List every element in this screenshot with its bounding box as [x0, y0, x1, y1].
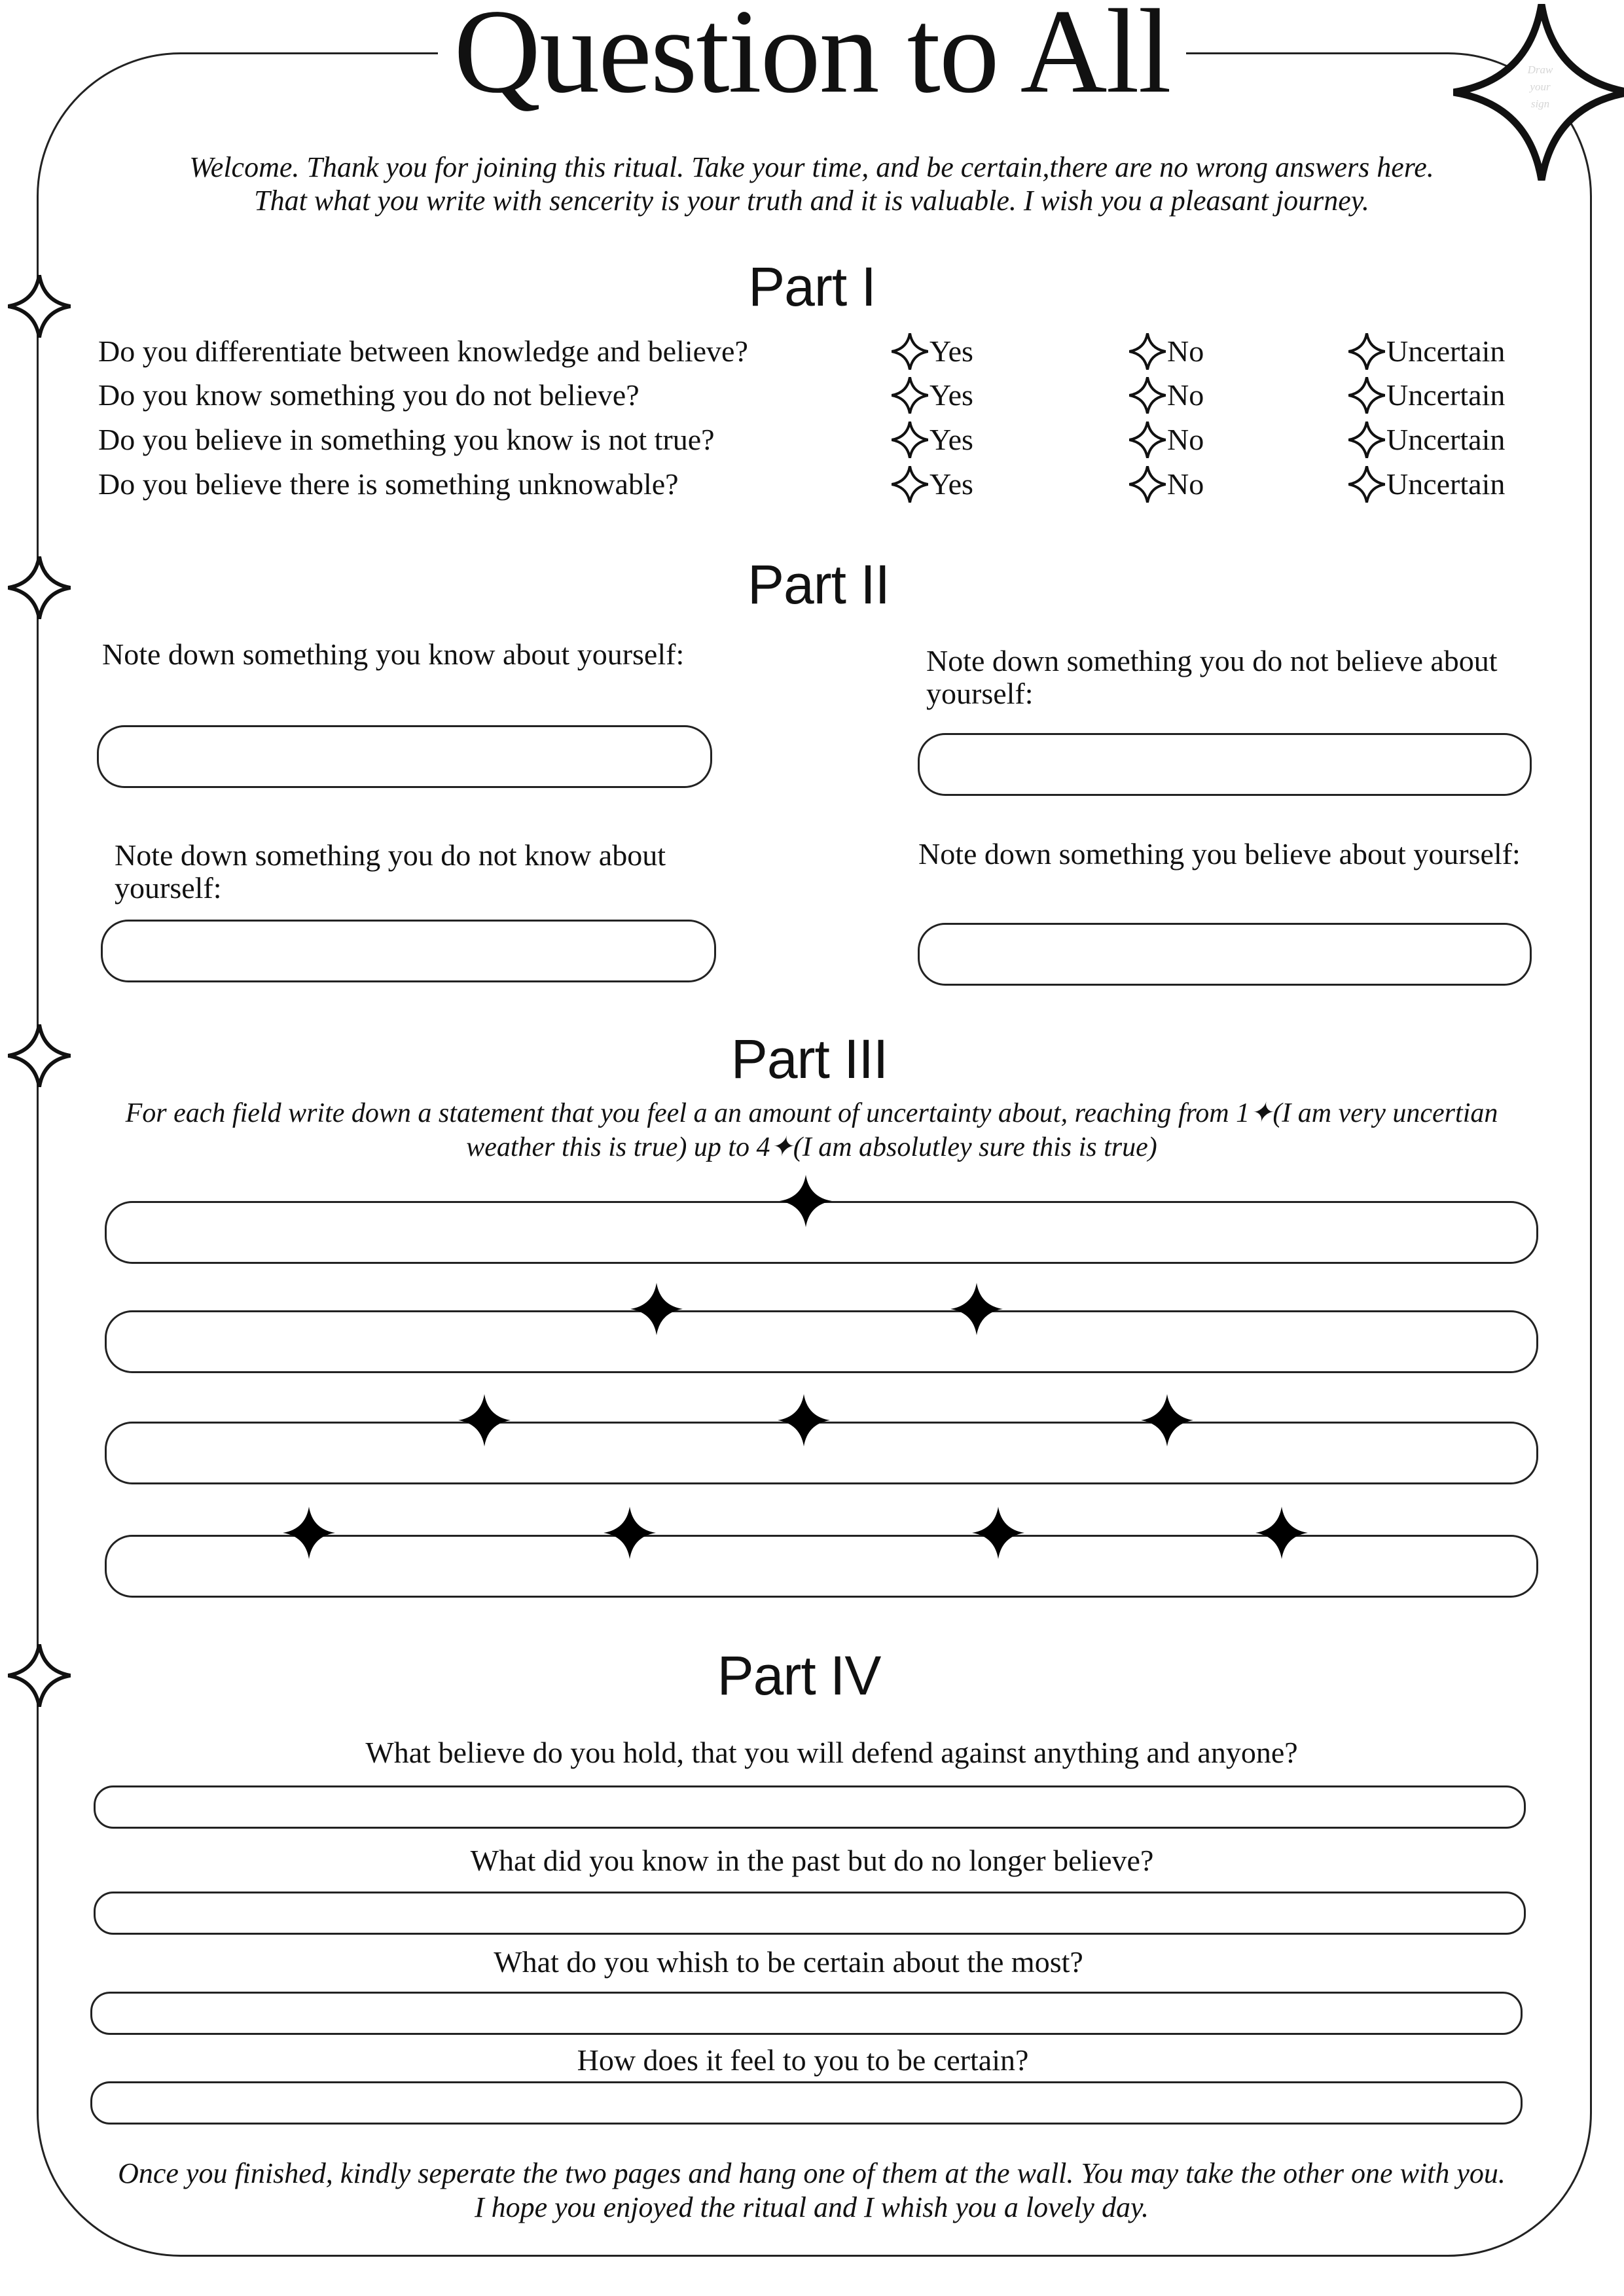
option-no[interactable]: No [1129, 332, 1204, 371]
part-3-instruction-line-1: For each field write down a statement that you feel a an amount of uncertainty about, reaching from 1✦(I am very uncertian [125, 1098, 1498, 1128]
filled-star-icon [1141, 1394, 1193, 1446]
feel-certain-field[interactable] [90, 2081, 1523, 2125]
checkbox-star-icon[interactable] [892, 422, 928, 458]
part-1-question: Do you differentiate between knowledge and believe? [98, 334, 748, 368]
part-2-heading: Part II [747, 554, 890, 615]
part-4-question: What did you know in the past but do no longer believe? [470, 1844, 1154, 1877]
outro-line-2: I hope you enjoyed the ritual and I whish you a lovely day. [474, 2191, 1149, 2223]
part-3-heading: Part III [731, 1028, 888, 1090]
filled-star-icon [458, 1394, 511, 1446]
part-2-prompt: Note down something you do not know about yourself: [115, 838, 666, 905]
defend-believe-field[interactable] [94, 1785, 1526, 1829]
filled-star-icon [972, 1507, 1024, 1559]
filled-star-icon [950, 1283, 1003, 1335]
filled-star-icon [283, 1507, 335, 1559]
checkbox-star-icon[interactable] [1348, 377, 1385, 414]
checkbox-star-icon[interactable] [892, 333, 928, 370]
checkbox-star-icon[interactable] [1129, 466, 1166, 503]
filled-star-icon [1255, 1507, 1308, 1559]
part-2-prompt: Note down something you know about yourself: [102, 637, 685, 671]
intro-line-2: That what you write with sencerity is your truth and it is valuable. I wish you a pleasant journey. [254, 185, 1369, 217]
part-2-prompt: Note down something you believe about yourself: [918, 837, 1521, 870]
option-no[interactable]: No [1129, 420, 1204, 459]
option-yes[interactable]: Yes [892, 376, 973, 415]
option-no[interactable]: No [1129, 376, 1204, 415]
filled-star-icon [604, 1507, 656, 1559]
past-knowledge-field[interactable] [94, 1892, 1526, 1935]
checkbox-star-icon[interactable] [1348, 333, 1385, 370]
checkbox-star-icon[interactable] [1129, 377, 1166, 414]
part-4-question: What believe do you hold, that you will defend against anything and anyone? [365, 1736, 1298, 1769]
part-1-question: Do you know something you do not believe? [98, 378, 640, 412]
believe-about-yourself-field[interactable] [918, 923, 1532, 986]
uncertainty-level-2-field[interactable] [105, 1310, 1538, 1373]
option-yes[interactable]: Yes [892, 420, 973, 459]
checkbox-star-icon[interactable] [1129, 422, 1166, 458]
option-uncertain[interactable]: Uncertain [1348, 420, 1505, 459]
checkbox-star-icon[interactable] [892, 377, 928, 414]
wish-certain-field[interactable] [90, 1992, 1523, 2035]
part-1-heading: Part I [748, 256, 876, 317]
checkbox-star-icon[interactable] [1348, 422, 1385, 458]
option-yes[interactable]: Yes [892, 465, 973, 504]
option-no[interactable]: No [1129, 465, 1204, 504]
checkbox-star-icon[interactable] [1129, 333, 1166, 370]
know-about-yourself-field[interactable] [97, 725, 712, 788]
checkbox-star-icon[interactable] [1348, 466, 1385, 503]
option-yes[interactable]: Yes [892, 332, 973, 371]
part-4-question: How does it feel to you to be certain? [577, 2043, 1029, 2077]
intro-line-1: Welcome. Thank you for joining this ritual. Take your time, and be certain,there are no wrong answers here. [189, 151, 1434, 183]
part-2-prompt: Note down something you do not believe about yourself: [926, 644, 1498, 710]
not-believe-about-yourself-field[interactable] [918, 733, 1532, 796]
filled-star-icon [630, 1283, 683, 1335]
part-1-question: Do you believe there is something unknowable? [98, 467, 679, 501]
outro-line-1: Once you finished, kindly seperate the two pages and hang one of them at the wall. You may take the other one with you. [118, 2157, 1506, 2189]
part-1-question: Do you believe in something you know is not true? [98, 423, 715, 456]
page-title: Question to All [0, 0, 1624, 117]
part-3-instruction-line-2: weather this is true) up to 4✦(I am absolutley sure this is true) [466, 1132, 1157, 1162]
checkbox-star-icon[interactable] [892, 466, 928, 503]
sign-hint: Draw your sign [1527, 63, 1553, 110]
filled-star-icon [780, 1175, 832, 1227]
filled-star-icon [778, 1394, 830, 1446]
not-know-about-yourself-field[interactable] [101, 920, 716, 982]
part-4-question: What do you whish to be certain about the most? [494, 1945, 1083, 1979]
part-4-heading: Part IV [717, 1645, 881, 1706]
option-uncertain[interactable]: Uncertain [1348, 465, 1505, 504]
option-uncertain[interactable]: Uncertain [1348, 332, 1505, 371]
option-uncertain[interactable]: Uncertain [1348, 376, 1505, 415]
